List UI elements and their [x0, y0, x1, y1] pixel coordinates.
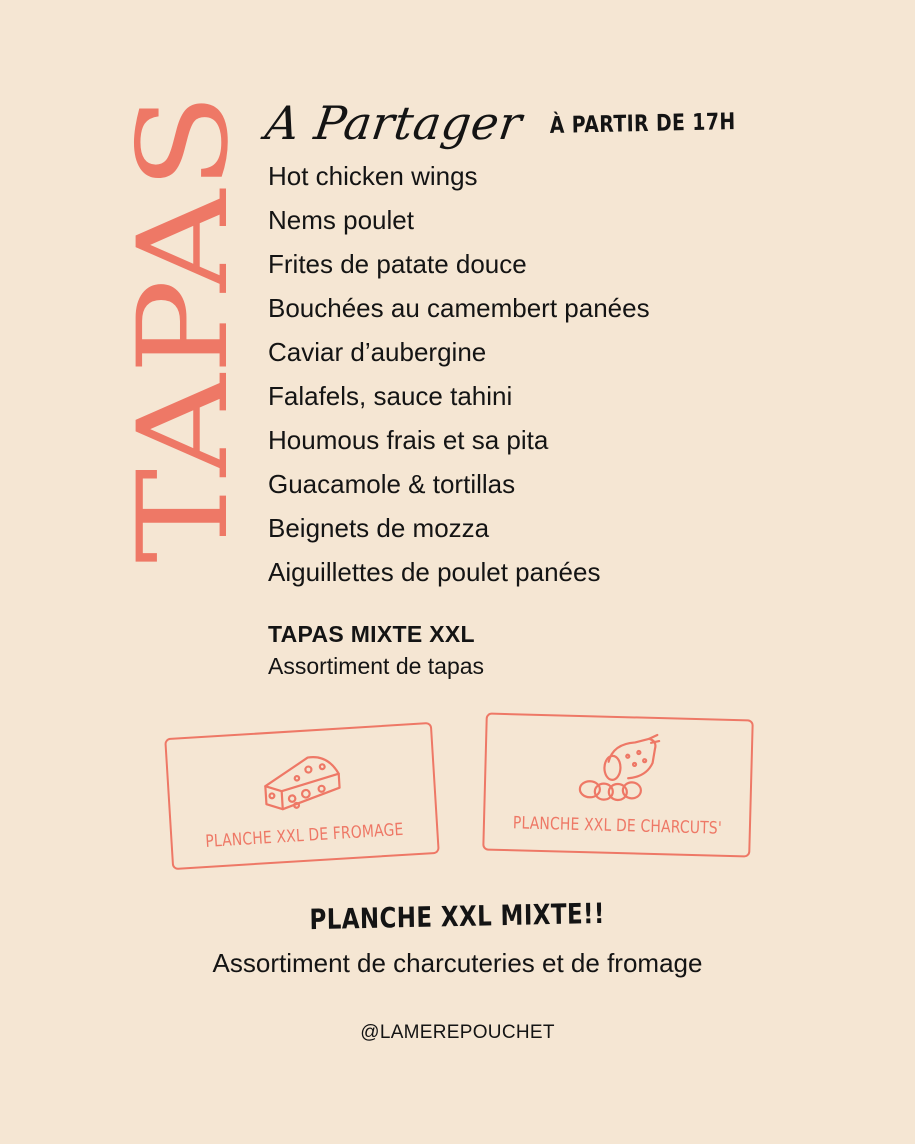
time-label: À PARTIR DE 17H — [549, 109, 736, 139]
tapas-mixte-block — [268, 618, 484, 682]
menu-item: Bouchées au camembert panées — [268, 293, 650, 323]
menu-item: Frites de patate douce — [268, 249, 527, 279]
tapas-mixte-title: TAPAS MIXTE XXL — [268, 621, 475, 647]
cheese-icon — [257, 748, 345, 817]
menu-item: Nems poulet — [268, 205, 414, 235]
charcuterie-board-card — [482, 713, 754, 858]
planche-mixte-subtitle: Assortiment de charcuteries et de fromage — [212, 948, 703, 978]
menu-item: Hot chicken wings — [268, 161, 478, 191]
section-header — [262, 80, 776, 150]
cheese-board-label: PLANCHE XXL DE FROMAGE — [204, 819, 405, 852]
menu-item: Houmous frais et sa pita — [268, 425, 549, 455]
section-title: A Partager — [262, 96, 526, 150]
menu-list — [268, 154, 650, 594]
side-title-text: TAPAS — [112, 150, 256, 563]
side-title-tapas — [78, 88, 256, 568]
menu-item: Caviar d’aubergine — [268, 337, 487, 367]
cheese-board-card — [164, 722, 440, 870]
menu-item: Falafels, sauce tahini — [268, 381, 513, 411]
sausage-icon — [572, 731, 666, 805]
planche-mixte-title: PLANCHE XXL MIXTE!! — [309, 896, 606, 937]
menu-item: Aiguillettes de poulet panées — [268, 557, 601, 587]
menu-item: Guacamole & tortillas — [268, 469, 516, 499]
charcuterie-board-label: PLANCHE XXL DE CHARCUTS' — [512, 813, 722, 839]
menu-item: Beignets de mozza — [268, 513, 490, 543]
tapas-mixte-subtitle: Assortiment de tapas — [268, 653, 485, 679]
social-handle[interactable]: @LAMEREPOUCHET — [360, 1022, 555, 1043]
